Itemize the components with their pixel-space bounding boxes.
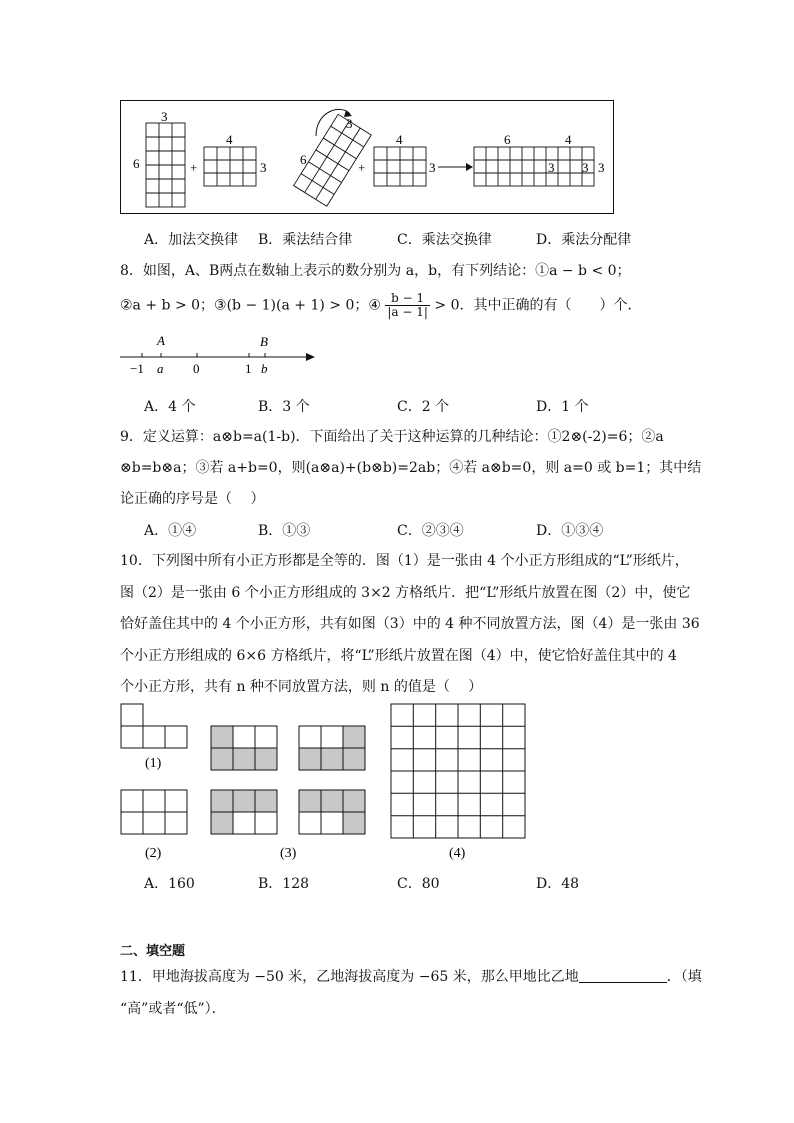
tick-label: 0 [193,361,200,376]
option-d: D．1 个 [536,399,589,415]
l-shape-figure-1 [121,704,187,748]
q9-stem-line2: ⊗b=b⊗a；③若 a+b=0，则(a⊗a)+(b⊗b)=2ab；④若 a⊗b=0，则 a=0 或 b=1；其中结 [120,460,702,476]
q8-frac-num: b − 1 [385,292,430,306]
q7-label: 3 [429,160,436,175]
figure-label: (1) [145,756,162,771]
q8-conclusion-3: (b − 1)(a + 1) > 0；④ [226,297,381,314]
tick-label: b [261,361,268,376]
q7-grid-10x3 [474,147,594,186]
figure-label: (3) [280,846,297,861]
q7-label: 3 [598,160,605,175]
q7-plus: + [190,160,198,175]
placement-2 [299,726,365,770]
q7-label: 4 [396,132,403,147]
grid-3x2-figure-2 [121,790,187,834]
q8-stem-line2 [120,292,641,319]
axis-arrow-icon [306,353,315,361]
figure-label: (4) [449,846,466,861]
point-b-label: B [260,334,268,349]
option-c: C．80 [397,876,440,892]
option-a: A．160 [144,876,195,892]
q9-stem-line3: 论正确的序号是（ ） [120,491,265,507]
placement-1 [211,726,277,770]
q7-figure [120,100,616,216]
option-b: B．3 个 [258,399,310,415]
q7-label: 6 [133,156,140,171]
q10-stem-line2: 图（2）是一张由 6 个小正方形组成的 3×2 方格纸片．把“L”形纸片放置在图（2）中，使它 [120,585,691,601]
q8-conclusion-2: ②a + b > 0；③ [120,297,227,314]
option-b: B．128 [258,876,310,892]
tick-label: −1 [130,361,144,376]
q7-grid-4x3-b [374,147,426,186]
option-d: D．①③④ [536,523,604,539]
q7-label: 6 [504,132,511,147]
option-c: C．②③④ [397,523,464,539]
q8-stem-line1: 8．如图，A、B两点在数轴上表示的数分别为 a，b，有下列结论：①a − b < 0； [120,263,631,279]
q8-fraction [385,292,430,319]
option-b: B．乘法结合律 [258,232,353,248]
q7-label: 4 [226,132,233,147]
option-c: C．乘法交换律 [397,232,492,248]
option-a: A．①④ [144,523,197,539]
option-a: A．4 个 [144,399,196,415]
q11-stem-line2: “高”或者“低”）． [120,1001,226,1017]
option-c: C．2 个 [397,399,450,415]
q10-stem-line5: 个小正方形，共有 n 种不同放置方法，则 n 的值是（ ） [120,679,483,695]
q7-label: 3 [582,160,589,175]
q7-label: 3 [260,160,267,175]
tick-label: a [157,361,164,376]
tick-label: 1 [245,361,252,376]
option-b: B．①③ [258,523,311,539]
q11-text-b: ．（填 [666,969,702,985]
option-d: D．48 [536,876,580,892]
placement-4 [299,790,365,834]
point-a-label: A [157,333,165,348]
option-a: A．加法交换律 [144,232,239,248]
q7-label: 3 [161,109,168,124]
section-title: 二、填空题 [120,944,186,959]
option-d: D．乘法分配律 [536,232,632,248]
q7-label: 6 [300,152,307,167]
q10-figures [118,700,532,866]
q10-stem-line1: 10．下列图中所有小正方形都是全等的．图（1）是一张由 4 个小正方形组成的“L”形纸片， [120,553,689,569]
q10-stem-line4: 个小正方形组成的 6×6 方格纸片，将“L”形纸片放置在图（4）中，使它恰好盖住其中的 4 [120,648,677,664]
q8-frac-den: |a − 1| [387,305,428,319]
q7-label: 3 [346,116,353,131]
answer-blank[interactable] [579,968,667,983]
q10-stem-line3: 恰好盖住其中的 4 个小正方形，共有如图（3）中的 4 种不同放置方法，图（4）是一张由 36 [120,616,700,632]
q8-tail: > 0．其中正确的有（ ）个． [434,297,642,314]
q7-plus: + [358,160,366,175]
figure-label: (2) [145,846,162,861]
q11-stem-line1 [120,966,702,986]
placement-3 [211,790,277,834]
q7-label: 3 [548,160,555,175]
q7-grid-3x6 [146,123,185,207]
q9-stem-line1: 9．定义运算：a⊗b=a(1-b)．下面给出了关于这种运算的几种结论：①2⊗(-2)=6；②a [120,429,664,445]
q7-label: 4 [565,132,572,147]
grid-6x6-figure-4 [391,704,525,838]
q8-number-line [118,330,322,378]
right-arrow-head-icon [466,163,473,171]
q11-text-a: 11．甲地海拔高度为 −50 米，乙地海拔高度为 −65 米，那么甲地比乙地 [120,969,579,985]
q7-grid-4x3 [204,147,256,186]
q7-figure-frame [121,101,614,214]
